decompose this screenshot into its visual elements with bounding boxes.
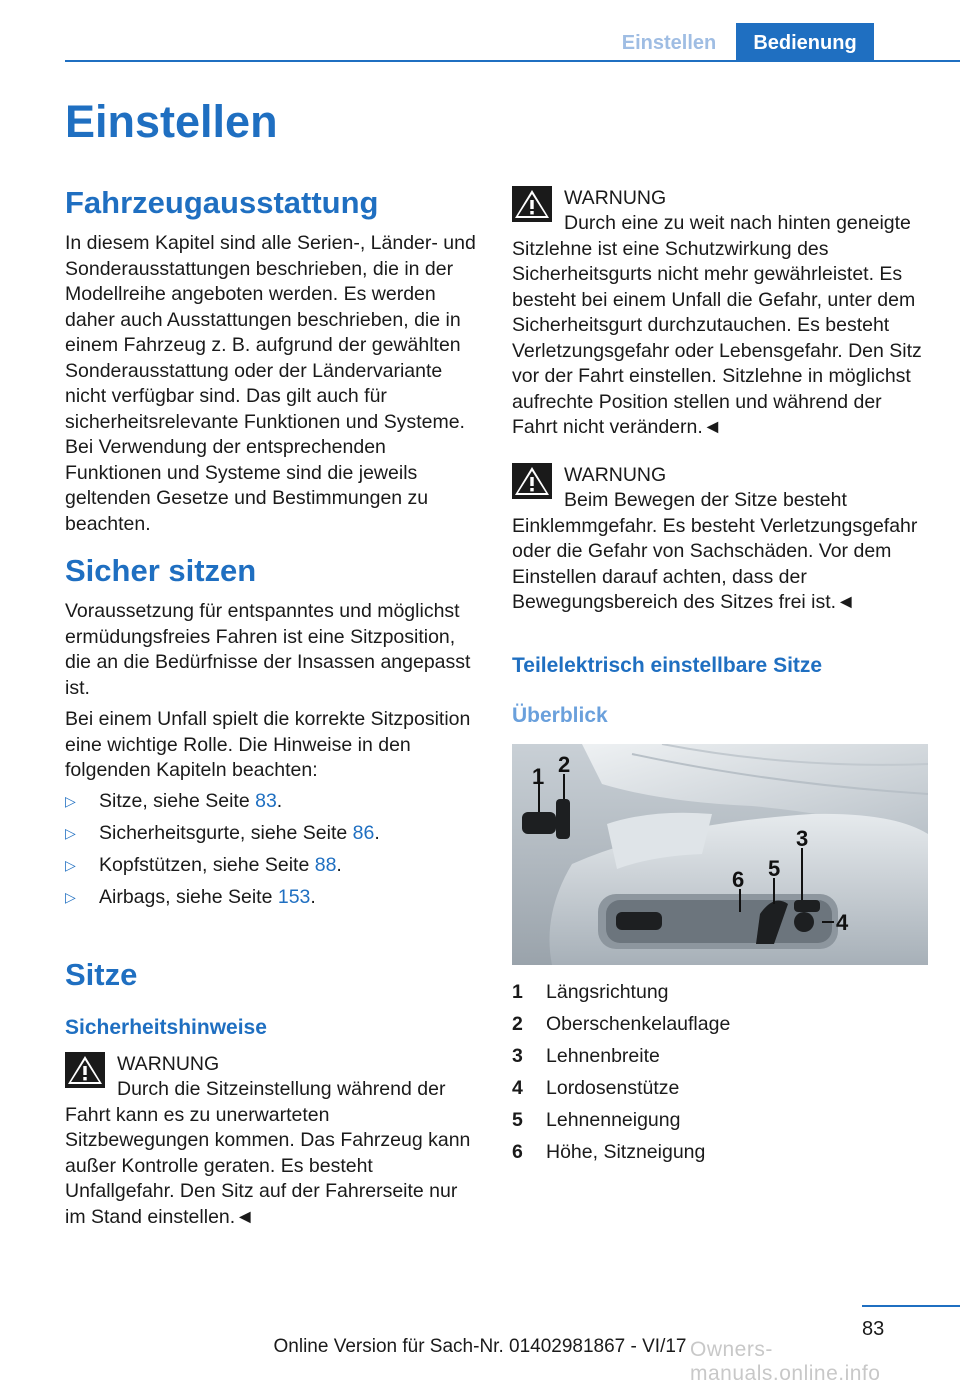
list-item: ▷ Sitze, siehe Seite 83. bbox=[65, 789, 479, 821]
footer-rule bbox=[862, 1305, 960, 1307]
paragraph-sicher-sitzen-1: Voraussetzung für entspanntes und möglichst ermüdungsfreies Fahren ist eine Sitzposition, die an die Bedürfnisse der Insassen angepasst ist. bbox=[65, 600, 471, 699]
warning-label: WARNUNG bbox=[564, 464, 667, 486]
page-link[interactable]: 86 bbox=[352, 822, 375, 844]
reference-list bbox=[65, 789, 479, 917]
page-number: 83 bbox=[862, 1318, 885, 1340]
callout-4: 4 bbox=[836, 910, 849, 935]
list-item-text: Sitze, siehe Seite bbox=[99, 790, 256, 812]
callout-5: 5 bbox=[768, 856, 781, 881]
online-version-note: Online Version für Sach-Nr. 01402981867 - VI/17 bbox=[273, 1336, 687, 1357]
heading-ueberblick: Überblick bbox=[512, 704, 608, 727]
warning-backrest bbox=[512, 186, 930, 446]
page-link[interactable]: 83 bbox=[255, 790, 277, 812]
warning-label: WARNUNG bbox=[117, 1053, 220, 1075]
legend-label: Lordosenstütze bbox=[546, 1077, 680, 1099]
triangle-bullet-icon: ▷ bbox=[65, 793, 76, 809]
legend-number: 3 bbox=[512, 1045, 523, 1067]
page-link[interactable]: 88 bbox=[314, 854, 337, 876]
callout-3: 3 bbox=[796, 826, 809, 851]
seat-illustration bbox=[512, 744, 928, 965]
callout-1: 1 bbox=[532, 764, 545, 789]
legend-number: 2 bbox=[512, 1013, 523, 1035]
triangle-bullet-icon: ▷ bbox=[65, 825, 76, 841]
header-rule bbox=[65, 60, 960, 62]
page-link[interactable]: 153 bbox=[277, 886, 311, 908]
legend-row bbox=[512, 1072, 928, 1104]
legend-label: Oberschenkelauflage bbox=[546, 1013, 731, 1035]
callout-6: 6 bbox=[732, 867, 745, 892]
triangle-bullet-icon: ▷ bbox=[65, 857, 76, 873]
legend-label: Höhe, Sitzneigung bbox=[546, 1141, 706, 1163]
header-tab-bedienung[interactable]: Bedienung bbox=[736, 23, 874, 60]
callout-2: 2 bbox=[558, 752, 571, 777]
legend-row bbox=[512, 1040, 928, 1072]
paragraph-fahrzeugausstattung: In diesem Kapitel sind alle Serien-, Länder- und Sonderausstattungen beschrieben, die in der Modellreihe angeboten werden. Es werden daher auch Ausstattungen beschrieben, die in einem Fahrzeug z. B. aufgrund der gewählten Sonderausstattung oder der Ländervariante nicht verfügbar sind. Das gilt auch für sicherheitsrelevante Funktionen und Systeme. Bei Verwendung der entsprechenden Funktionen und Systeme sind die jeweils geltenden Gesetze und Bestimmungen zu beachten. bbox=[65, 232, 476, 535]
heading-sitze: Sitze bbox=[65, 957, 138, 992]
warning-text: Beim Bewegen der Sitze besteht Einklemmgefahr. Es besteht Verletzungsgefahr oder die Gefahr von Sachschäden. Vor dem Einstellen darauf achten, dass der Bewegungsbereich des Sitzes frei ist.◄ bbox=[512, 489, 918, 613]
heading-sicherheitshinweise: Sicherheitshinweise bbox=[65, 1016, 267, 1039]
page-title: Einstellen bbox=[65, 96, 278, 147]
list-item: ▷ Kopfstützen, siehe Seite 88. bbox=[65, 853, 479, 885]
warning-pinching bbox=[512, 463, 930, 623]
legend-row bbox=[512, 1136, 928, 1168]
legend-number: 6 bbox=[512, 1141, 523, 1163]
paragraph-sicher-sitzen-2: Bei einem Unfall spielt die korrekte Sitzposition eine wichtige Rolle. Die Hinweise in den folgenden Kapiteln beachten: bbox=[65, 708, 471, 781]
warning-seat-adjustment bbox=[65, 1052, 479, 1242]
list-item-text: Sicherheitsgurte, siehe Seite bbox=[99, 822, 353, 844]
header-tab-einstellen[interactable]: Einstellen bbox=[621, 32, 717, 54]
warning-text: Durch eine zu weit nach hinten geneigte Sitzlehne ist eine Schutzwirkung des Sicherheitsgurts nicht mehr gewährleistet. Es besteht bei einem Unfall die Gefahr, unter dem Sicherheitsgurt durchzutauchen. Es besteht Verletzungsgefahr oder Lebensgefahr. Den Sitz vor der Fahrt einstellen. Sitzlehne in möglichst aufrechte Position stellen und während der Fahrt nicht verändern.◄ bbox=[512, 212, 922, 438]
legend-label: Lehnenbreite bbox=[546, 1045, 660, 1067]
legend-number: 4 bbox=[512, 1077, 523, 1099]
legend-list bbox=[512, 976, 928, 1168]
seat-controls-photo bbox=[512, 744, 928, 965]
heading-sicher-sitzen: Sicher sitzen bbox=[65, 553, 257, 588]
triangle-bullet-icon: ▷ bbox=[65, 889, 76, 905]
legend-row bbox=[512, 976, 928, 1008]
warning-text: Durch die Sitzeinstellung während der Fahrt kann es zu unerwarteten Sitzbewegungen kommen. Das Fahrzeug kann außer Kontrolle geraten. Es besteht Unfallgefahr. Den Sitz auf der Fahrerseite nur im Stand einstellen.◄ bbox=[65, 1078, 471, 1228]
list-item-text: Airbags, siehe Seite bbox=[99, 886, 278, 908]
warning-label: WARNUNG bbox=[564, 187, 667, 209]
legend-row bbox=[512, 1104, 928, 1136]
legend-number: 5 bbox=[512, 1109, 523, 1131]
legend-number: 1 bbox=[512, 981, 523, 1003]
legend-row bbox=[512, 1008, 928, 1040]
list-item: ▷ Airbags, siehe Seite 153. bbox=[65, 885, 479, 917]
heading-teilelektrische-sitze: Teilelektrisch einstellbare Sitze bbox=[512, 654, 823, 677]
list-item: ▷ Sicherheitsgurte, siehe Seite 86. bbox=[65, 821, 479, 853]
legend-label: Lehnenneigung bbox=[546, 1109, 681, 1131]
list-item-text: Kopfstützen, siehe Seite bbox=[99, 854, 315, 876]
legend-label: Längsrichtung bbox=[546, 981, 669, 1003]
heading-fahrzeugausstattung: Fahrzeugausstattung bbox=[65, 185, 379, 220]
watermark: Owners-manuals.online.info bbox=[690, 1338, 881, 1385]
